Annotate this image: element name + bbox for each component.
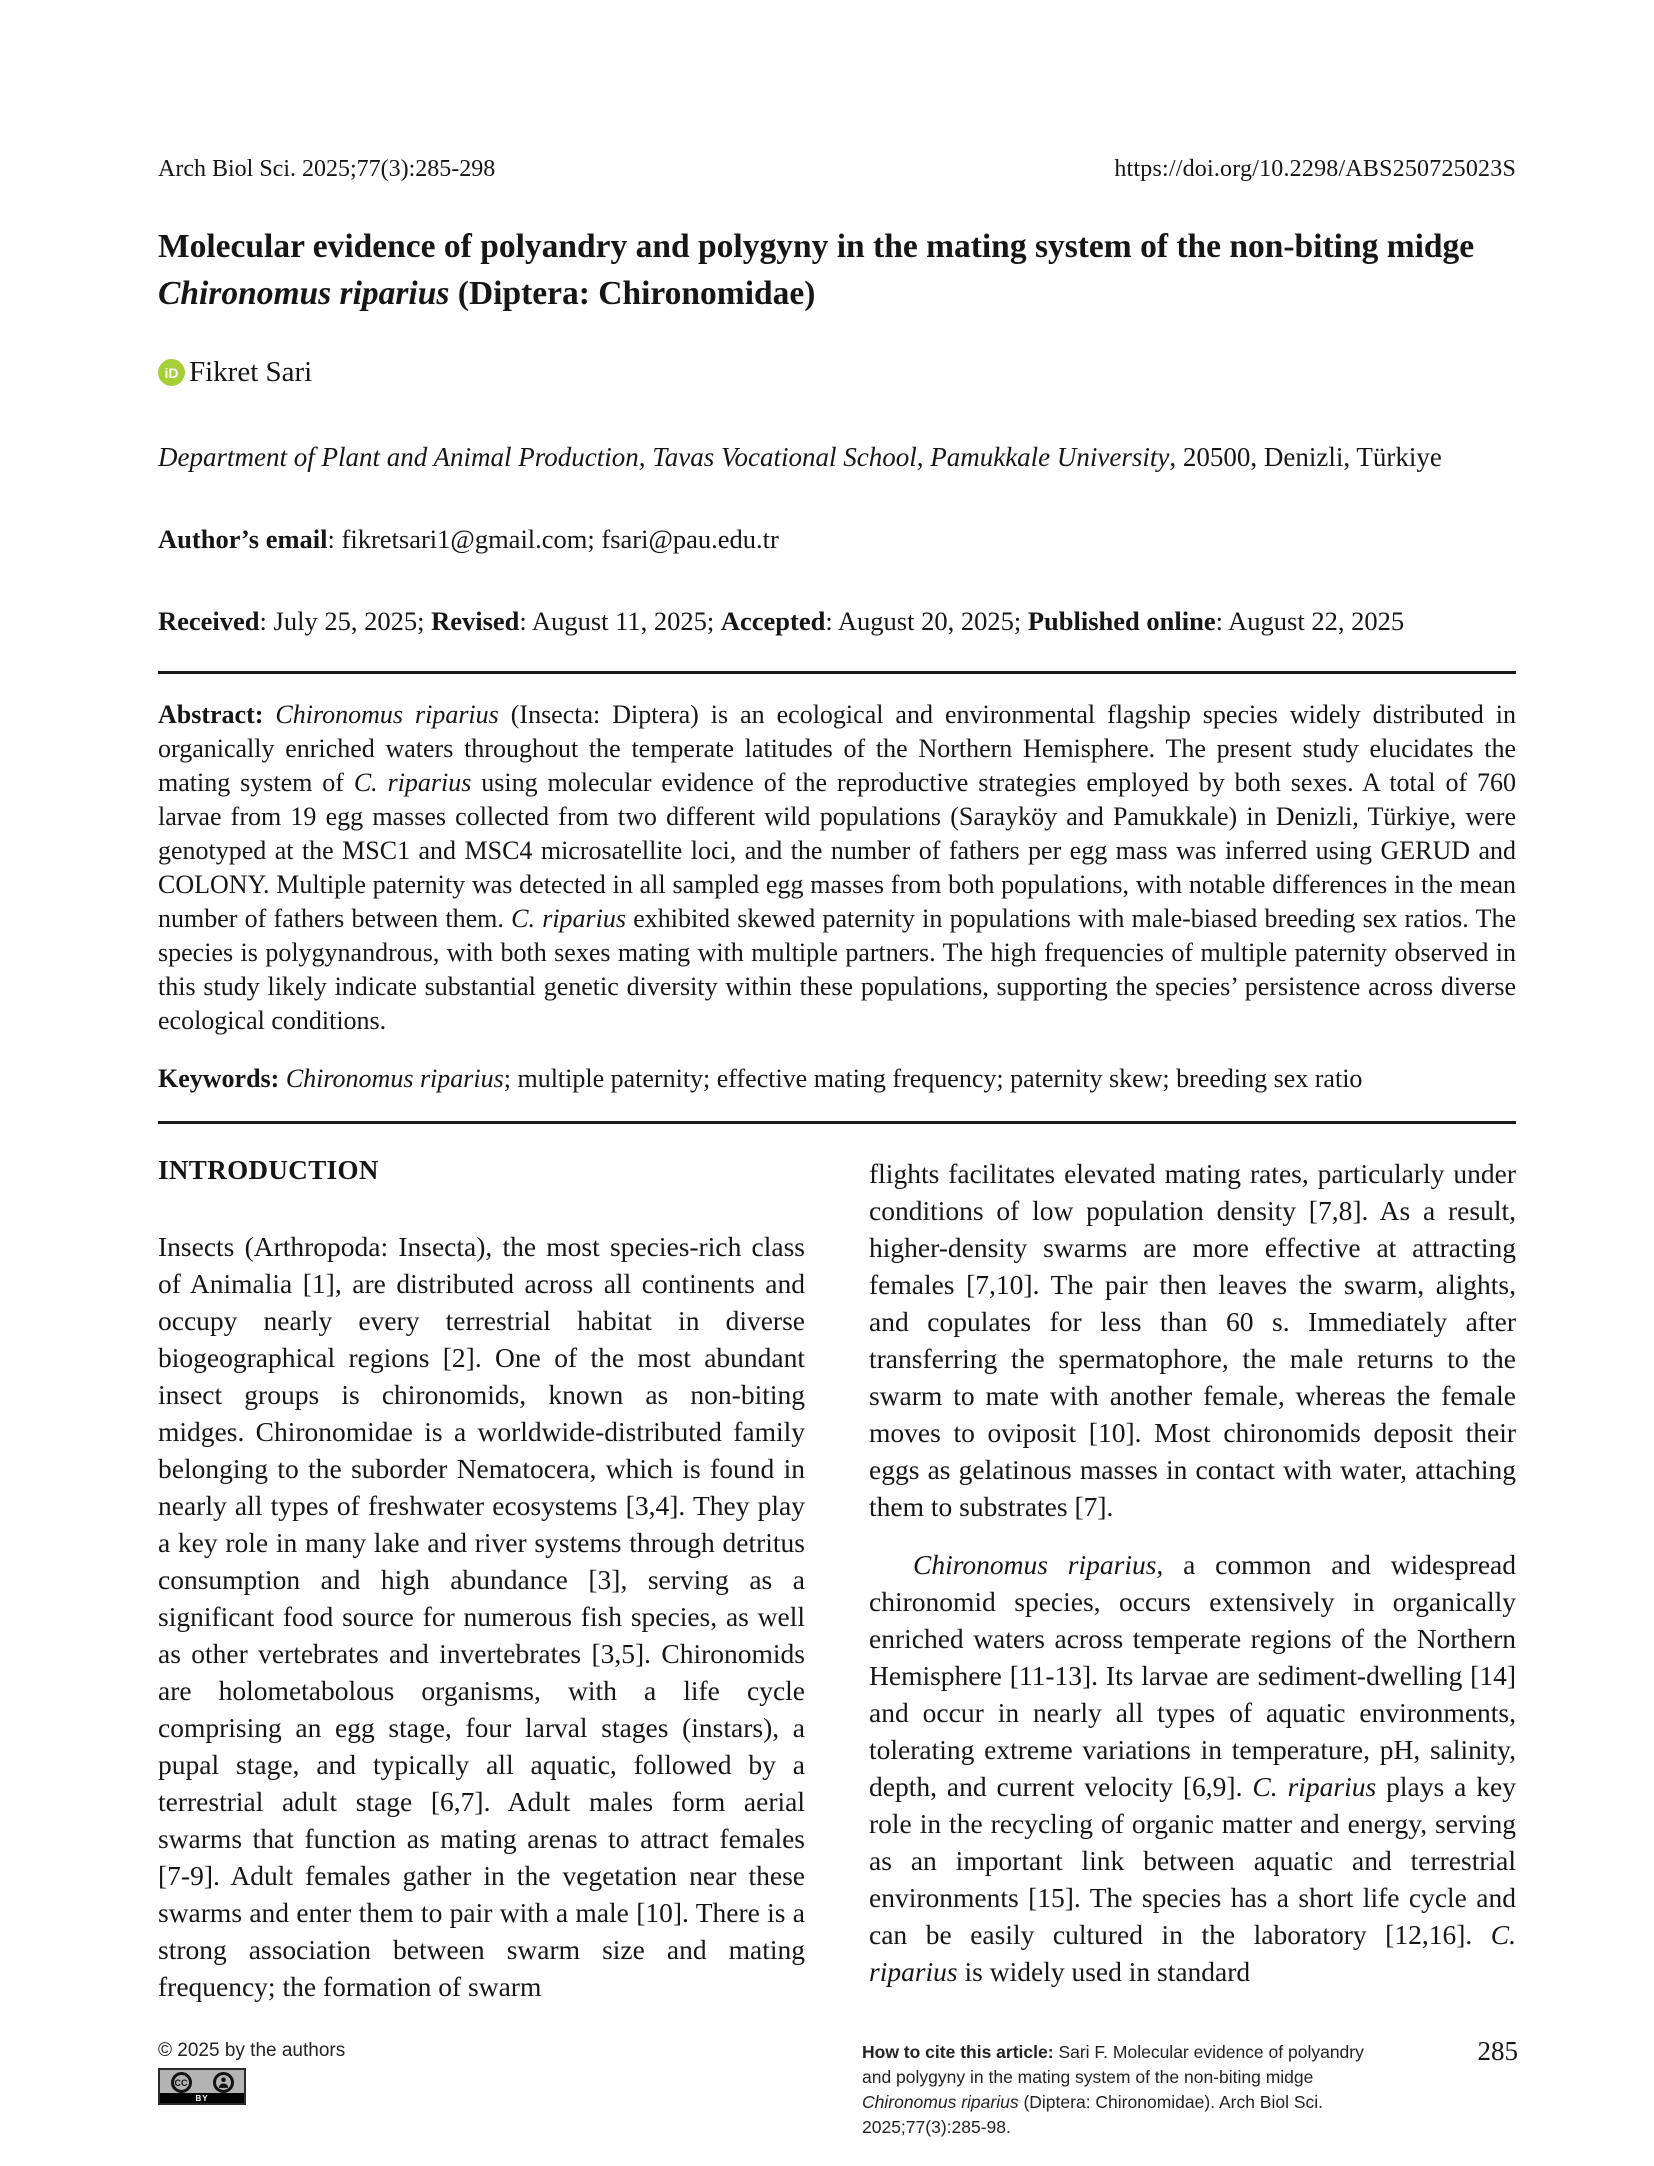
journal-citation: Arch Biol Sci. 2025;77(3):285-298 bbox=[158, 156, 496, 182]
body-paragraph: Insects (Arthropoda: Insecta), the most species-rich class of Animalia [1], are distributed across all continents and occupy nearly every terrestrial habitat in diverse biogeographical regions [2]. One of the most abundant insect groups is chironomids, known as non-biting midges. Chironomidae is a worldwide-distributed family belonging to the suborder Nematocera, which is found in nearly all types of freshwater ecosystems [3,4]. They play a key role in many lake and river systems through detritus consumption and high abundance [3], serving as a significant food source for numerous fish species, as well as other vertebrates and invertebrates [3,5]. Chironomids are holometabolous organisms, with a life cycle comprising an egg stage, four larval stages (instars), a pupal stage, and typically all aquatic, followed by a terrestrial adult stage [6,7]. Adult males form aerial swarms that function as mating arenas to attract females [7-9]. Adult females gather in the vegetation near these swarms and enter them to pair with a male [10]. There is a strong association between swarm size and mating frequency; the formation of swarm bbox=[158, 1231, 805, 2002]
author-name: Fikret Sari bbox=[189, 356, 313, 388]
cc-by-license-badge[interactable] bbox=[158, 2068, 246, 2105]
divider-bottom bbox=[158, 1121, 1516, 1124]
keywords-line: Keywords: Chironomus riparius; multiple paternity; effective mating frequency; paternity skew; breeding sex ratio bbox=[158, 1064, 1363, 1093]
affiliation: Department of Plant and Animal Production, Tavas Vocational School, Pamukkale University, 20500, Denizli, Türkiye bbox=[158, 442, 1442, 472]
left-column bbox=[158, 1155, 805, 2023]
cc-icon: CC bbox=[171, 2072, 192, 2093]
doi-link[interactable]: https://doi.org/10.2298/ABS250725023S bbox=[1114, 156, 1516, 182]
abstract-paragraph: Abstract: Chironomus riparius (Insecta: Diptera) is an ecological and environmental flagship species widely distributed in organically enriched waters throughout the temperate latitudes of the Northern Hemisphere. The present study elucidates the mating system of C. riparius using molecular evidence of the reproductive strategies employed by both sexes. A total of 760 larvae from 19 egg masses collected from two different wild populations (Sarayköy and Pamukkale) in Denizli, Türkiye, were genotyped at the MSC1 and MSC4 microsatellite loci, and the number of fathers per egg mass was inferred using GERUD and COLONY. Multiple paternity was detected in all sampled egg masses from both populations, with notable differences in the mean number of fathers between them. C. riparius exhibited skewed paternity in populations with male-biased breeding sex ratios. The species is polygynandrous, with both sexes mating with multiple partners. The high frequencies of multiple paternity observed in this study likely indicate substantial genetic diversity within these populations, supporting the species’ persistence across diverse ecological conditions. bbox=[158, 700, 1517, 1035]
how-to-cite: How to cite this article: Sari F. Molecular evidence of polyandry and polygyny in the mating system of the non-biting midge Chironomus riparius (Diptera: Chironomidae). Arch Biol Sci. 2025;77(3):285-98. bbox=[862, 2042, 1364, 2137]
orcid-icon[interactable]: iD bbox=[158, 359, 185, 386]
page-number: 285 bbox=[1477, 2036, 1518, 2066]
person-icon bbox=[213, 2072, 234, 2093]
copyright-notice: © 2025 by the authors bbox=[158, 2040, 346, 2061]
by-label: BY bbox=[160, 2093, 244, 2103]
article-title: Molecular evidence of polyandry and polygyny in the mating system of the non-biting midge Chironomus riparius (Diptera: Chironomidae) bbox=[158, 228, 1475, 312]
body-paragraph: flights facilitates elevated mating rates, particularly under conditions of low population density [7,8]. As a result, higher-density swarms are more effective at attracting females [7,10]. The pair then leaves the swarm, alights, and copulates for less than 60 s. Immediately after transferring the spermatophore, the male returns to the swarm to mate with another female, whereas the female moves to oviposit [10]. Most chironomids deposit their eggs as gelatinous masses in contact with water, attaching them to substrates [7]. bbox=[869, 1158, 1516, 1522]
body-columns bbox=[158, 1155, 1516, 2023]
article-history-line: Received: July 25, 2025; Revised: August 11, 2025; Accepted: August 20, 2025; Published online: August 22, 2025 bbox=[158, 606, 1405, 636]
divider-top bbox=[158, 671, 1516, 674]
author-email-line: Author’s email: fikretsari1@gmail.com; fsari@pau.edu.tr bbox=[158, 524, 779, 554]
body-paragraph: Chironomus riparius, a common and widespread chironomid species, occurs extensively in organically enriched waters across temperate regions of the Northern Hemisphere [11-13]. Its larvae are sediment-dwelling [14] and occur in nearly all types of aquatic environments, tolerating extreme variations in temperature, pH, salinity, depth, and current velocity [6,9]. C. riparius plays a key role in the recycling of organic matter and energy, serving as an important link between aquatic and terrestrial environments [15]. The species has a short life cycle and can be easily cultured in the laboratory [12,16]. C. riparius is widely used in standard bbox=[869, 1549, 1516, 1987]
right-column bbox=[869, 1155, 1516, 2023]
section-heading-introduction: INTRODUCTION bbox=[158, 1155, 379, 1185]
author-row bbox=[158, 356, 1516, 389]
page-header bbox=[158, 156, 1516, 183]
